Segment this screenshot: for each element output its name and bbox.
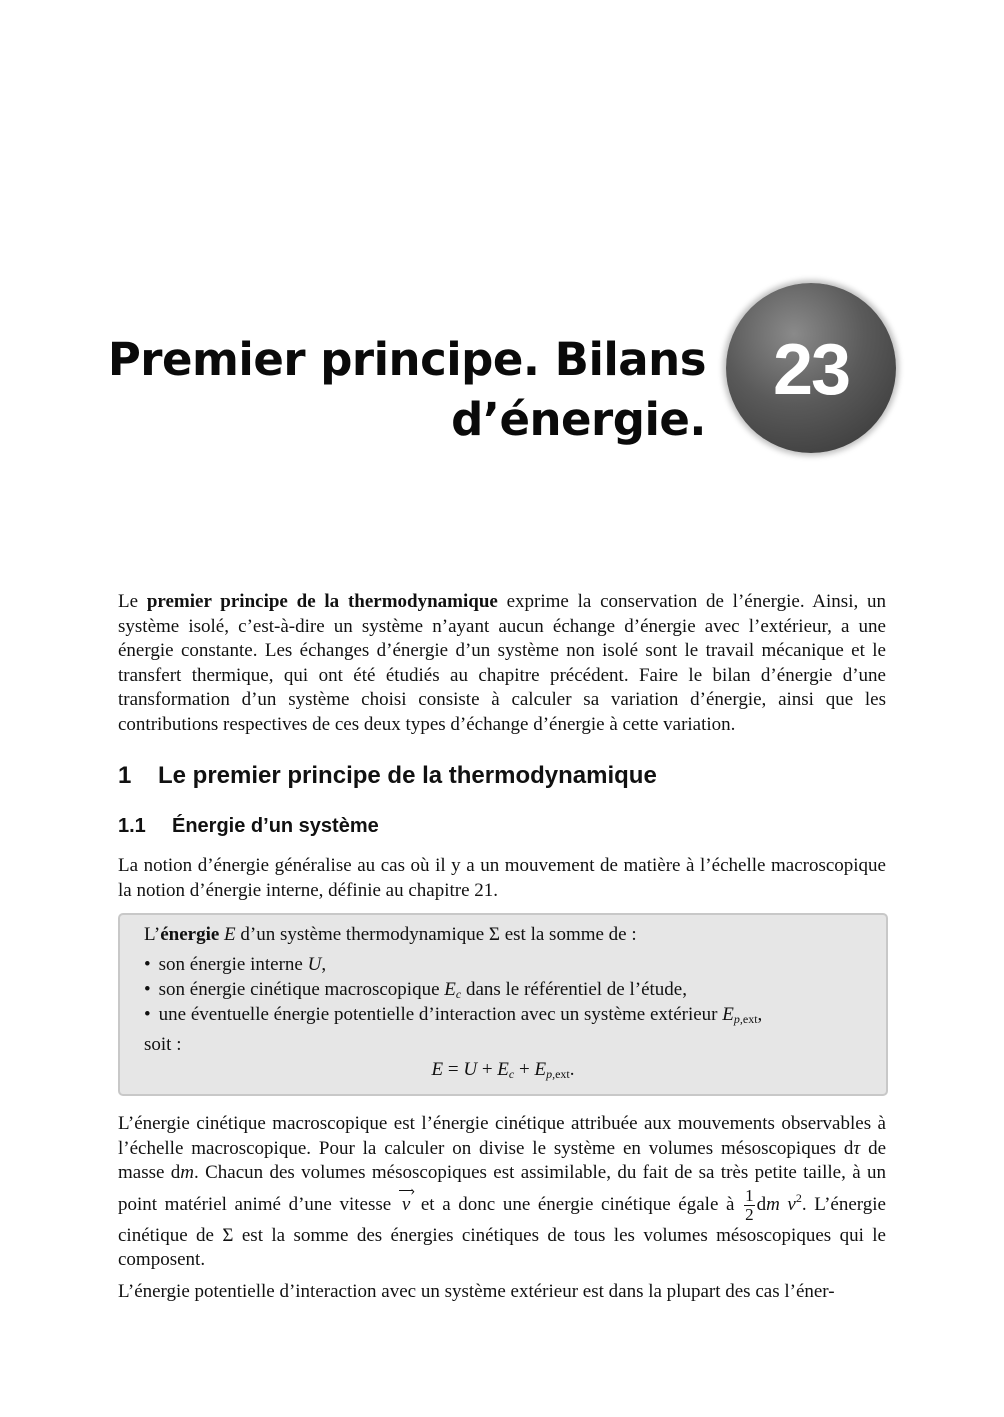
kin-tau: τ: [853, 1137, 861, 1159]
kin-text-2: de masse d: [118, 1137, 886, 1183]
chapter-title: [106, 330, 706, 450]
formula-end: .: [569, 1059, 575, 1080]
kin-text-4: et a donc une énergie cinétique égale à: [413, 1193, 743, 1215]
bullet-3-sub-p: p,: [733, 1012, 743, 1026]
definition-box: [118, 913, 888, 1096]
bullet-3-text: une éventuelle énergie potentielle d’interaction avec un système extérieur: [158, 1004, 723, 1025]
fraction-denominator: 2: [745, 1204, 754, 1224]
potential-paragraph: L’énergie potentielle d’interaction avec un système extérieur est dans la plupart des cas l’éner-: [118, 1281, 835, 1302]
fraction-one-half: [744, 1187, 755, 1224]
def-text-a: L’: [144, 924, 161, 945]
kin-m2: m: [766, 1193, 780, 1215]
bullet-3-sub-ext: ext: [742, 1012, 758, 1026]
chapter-title-line-2: d’énergie.: [451, 393, 706, 446]
formula-sub-c: c: [508, 1067, 515, 1081]
formula-sub-pext: [546, 1067, 570, 1081]
formula-E: E: [431, 1059, 444, 1080]
formula-sub-ext: ext: [555, 1067, 570, 1081]
bullet-1-var: U: [307, 954, 322, 975]
def-text-b: d’un système thermodynamique Σ est la somme de :: [235, 924, 637, 945]
chapter-title-line-1: Premier principe. Bilans: [107, 333, 706, 386]
subsection-number: 1.1: [118, 815, 146, 837]
kinetic-paragraph: [118, 1112, 886, 1273]
bullet-2-sub: c: [455, 987, 462, 1001]
kin-exponent: 2: [795, 1190, 802, 1205]
velocity-vector: v ›: [399, 1193, 413, 1218]
section-number: 1: [118, 762, 132, 789]
intro-text-2: exprime la conservation de l’énergie. Ainsi, un système isolé, c’est-à-dire un système n’ayant aucun échange d’énergie avec l’extérieur, a une énergie constante. Les échanges d’énergie d’un système non isolé sont le travail mécanique et le transfert thermique, qui ont été étudiés au chapitre précédent. Faire le bilan d’énergie d’une transformation d’un système choisi consiste à calculer sa variation d’énergie, ainsi que les contributions respectives de ces deux types d’échange d’énergie à cette variation.: [118, 591, 886, 735]
bullet-1-end: ,: [321, 954, 327, 975]
formula-Ep: E: [534, 1059, 547, 1080]
def-bold-term: énergie: [160, 924, 220, 945]
intro-bold-term: premier principe de la thermodynamique: [146, 591, 498, 612]
formula-plus-2: +: [514, 1059, 535, 1080]
formula-equals: =: [443, 1059, 464, 1080]
kin-text-1: L’énergie cinétique macroscopique est l’énergie cinétique attribuée aux mouvements observables à l’échelle macroscopique. Pour la calculer on divise le système en volumes mésoscopiques d: [118, 1113, 886, 1159]
subsection-heading-1-1: [118, 815, 379, 838]
energy-formula: [120, 1059, 886, 1082]
section-heading-1: [118, 762, 657, 790]
chapter-number-badge: [726, 283, 896, 453]
kin-text-6: . L’énergie cinétique de Σ est la somme des énergies cinétiques de tous les volumes mésoscopiques qui le composent.: [118, 1193, 886, 1271]
chapter-number: 23: [772, 330, 850, 410]
intro-text-1: Le: [118, 591, 147, 612]
formula-sub-p: p,: [546, 1067, 556, 1081]
fraction-numerator: 1: [745, 1185, 754, 1205]
formula-U: U: [463, 1059, 478, 1080]
definition-intro-line: [144, 924, 637, 946]
bullet-2-text: son énergie cinétique macroscopique: [158, 979, 445, 1000]
bullet-3-end: ,: [757, 1004, 763, 1025]
bullet-3-var: E: [722, 1004, 734, 1025]
kin-text-5: d: [756, 1193, 767, 1215]
subsection-title: Énergie d’un système: [172, 815, 379, 837]
bullet-internal-energy: [144, 954, 326, 976]
kin-v2: v: [779, 1193, 796, 1215]
formula-plus-1: +: [477, 1059, 498, 1080]
kin-text-3: . Chacun des volumes mésoscopiques est assimilable, du fait de sa très petite taille, à un point matériel animé d’une vitesse: [118, 1162, 886, 1215]
bullet-1-text: son énergie interne: [158, 954, 308, 975]
def-var-E: E: [224, 924, 236, 945]
bullet-3-sub: [734, 1012, 758, 1026]
kin-m: m: [180, 1162, 195, 1183]
definition-soit: soit :: [144, 1034, 182, 1055]
formula-Ec: E: [497, 1059, 509, 1080]
bullet-potential-energy: [144, 1004, 762, 1027]
bullet-kinetic-energy: [144, 979, 687, 1002]
notion-paragraph: La notion d’énergie généralise au cas où il y a un mouvement de matière à l’échelle macroscopique la notion d’énergie interne, définie au chapitre 21.: [118, 855, 886, 901]
intro-paragraph: [118, 590, 886, 737]
bullet-2-end: dans le référentiel de l’étude,: [461, 979, 687, 1000]
bullet-2-var: E: [444, 979, 456, 1000]
section-title: Le premier principe de la thermodynamique: [158, 762, 657, 789]
